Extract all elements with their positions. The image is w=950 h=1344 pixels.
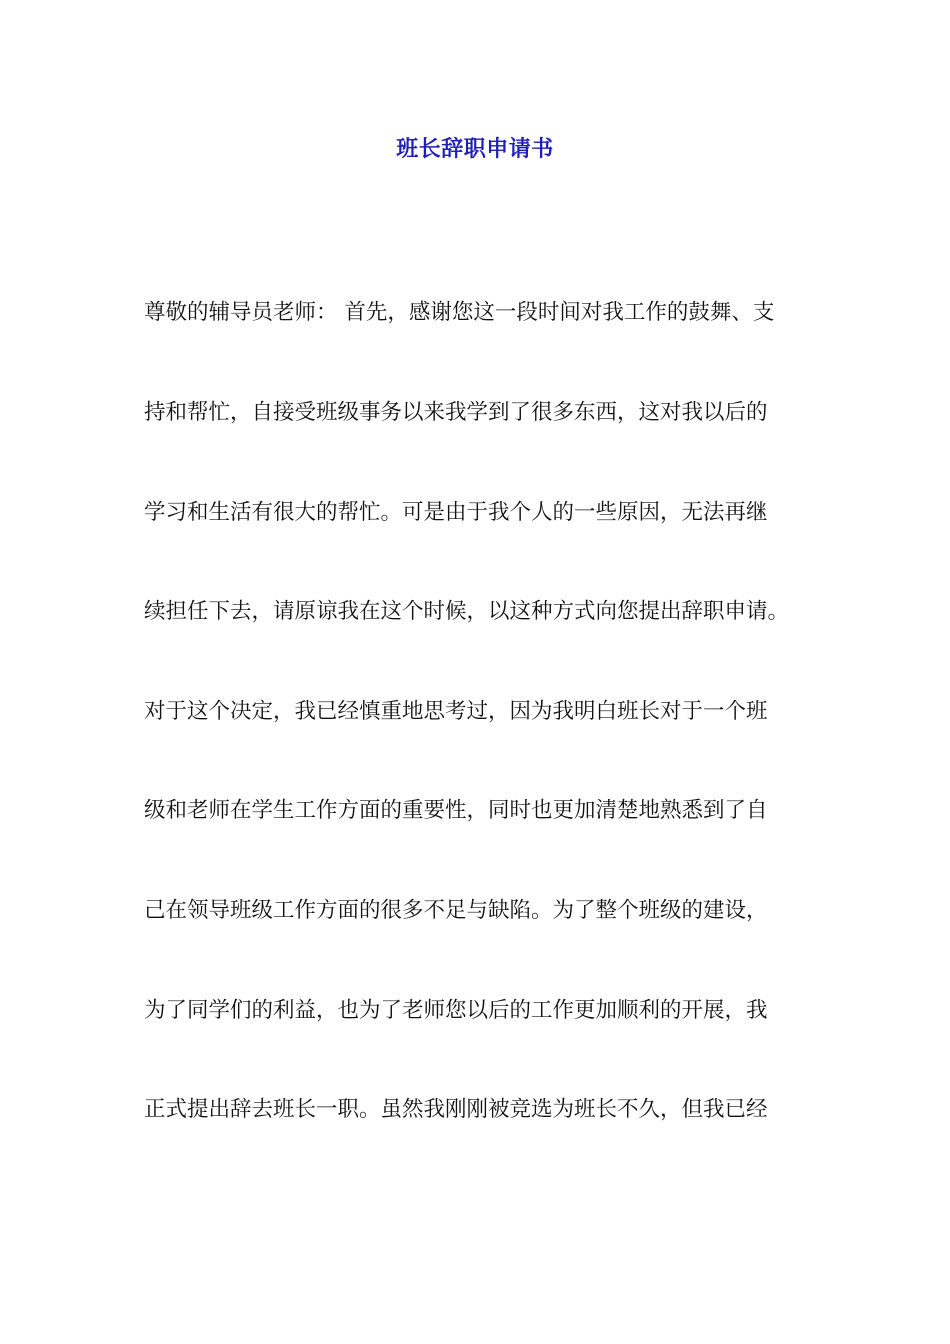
body-line-5: 对于这个决定，我已经慎重地思考过，因为我明白班长对于一个班 <box>144 699 768 724</box>
body-line-9: 正式提出辞去班长一职。虽然我刚刚被竞选为班长不久，但我已经 <box>144 1097 768 1122</box>
body-line-4: 续担任下去，请原谅我在这个时候，以这种方式向您提出辞职申请。 <box>144 599 790 624</box>
document-title: 班长辞职申请书 <box>396 137 554 162</box>
body-line-8: 为了同学们的利益，也为了老师您以后的工作更加顺利的开展，我 <box>144 998 768 1023</box>
body-line-3: 学习和生活有很大的帮忙。可是由于我个人的一些原因，无法再继 <box>144 500 768 525</box>
body-line-7: 己在领导班级工作方面的很多不足与缺陷。为了整个班级的建设， <box>144 898 768 923</box>
body-line-2: 持和帮忙，自接受班级事务以来我学到了很多东西，这对我以后的 <box>144 400 768 425</box>
body-line-1: 尊敬的辅导员老师： 首先，感谢您这一段时间对我工作的鼓舞、支 <box>144 300 775 325</box>
body-line-6: 级和老师在学生工作方面的重要性，同时也更加清楚地熟悉到了自 <box>144 798 768 823</box>
